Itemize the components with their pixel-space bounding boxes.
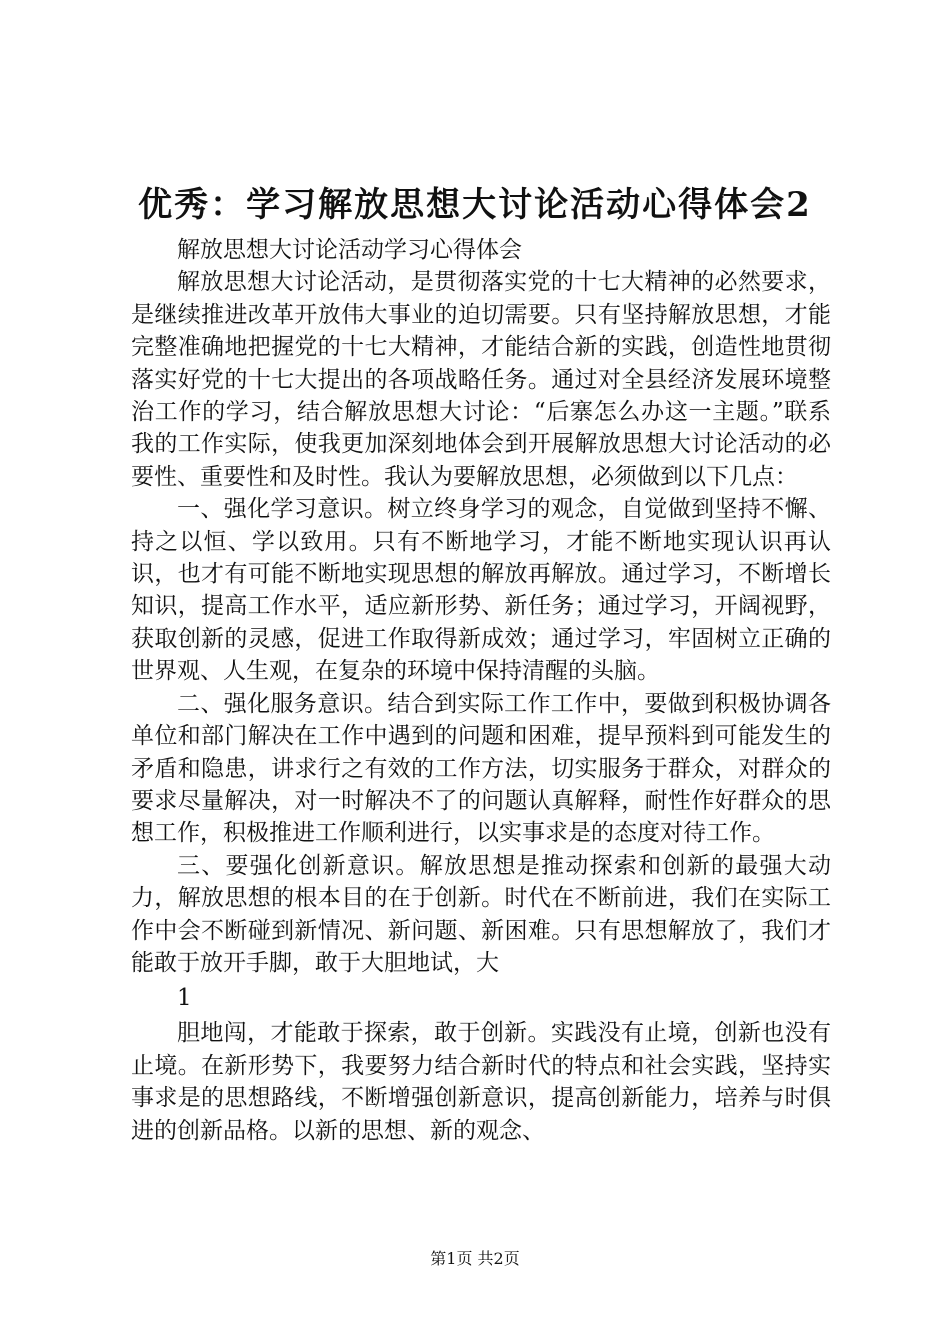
document-subtitle: 解放思想大讨论活动学习心得体会 — [177, 237, 522, 263]
point-one-paragraph: 一、强化学习意识。树立终身学习的观念，自觉做到坚持不懈、持之以恒、学以致用。只有不断地学习，才能不断地实现认识再认识，也才有可能不断地实现思想的解放再解放。通过学习，不断增长知识，提高工作水平，适应新形势、新任务；通过学习，开阔视野，获取创新的灵感，促进工作取得新成效；通过学习，牢固树立正确的世界观、人生观，在复杂的环境中保持清醒的头脑。 — [131, 496, 831, 685]
point-three-paragraph: 三、要强化创新意识。解放思想是推动探索和创新的最强大动力，解放思想的根本目的在于创新。时代在不断前进，我们在实际工作中会不断碰到新情况、新问题、新困难。只有思想解放了，我们才能敢于放开手脚，敢于大胆地试，大 — [131, 852, 831, 976]
inline-page-number: 1 — [177, 985, 192, 1012]
point-two-paragraph: 二、强化服务意识。结合到实际工作工作中，要做到积极协调各单位和部门解决在工作中遇到的问题和困难，提早预料到可能发生的矛盾和隐患，讲求行之有效的工作方法，切实服务于群众，对群众的要求尽量解决，对一时解决不了的问题认真解释，耐性作好群众的思想工作，积极推进工作顺利进行，以实事求是的态度对待工作。 — [131, 690, 831, 847]
page-footer: 第1页 共2页 — [430, 1249, 520, 1268]
intro-paragraph: 解放思想大讨论活动，是贯彻落实党的十七大精神的必然要求，是继续推进改革开放伟大事业的迫切需要。只有坚持解放思想，才能完整准确地把握党的十七大精神，才能结合新的实践，创造性地贯彻落实好党的十七大提出的各项战略任务。通过对全县经济发展环境整治工作的学习，结合解放思想大讨论：“后寨怎么办这一主题。”联系我的工作实际，使我更加深刻地体会到开展解放思想大讨论活动的必要性、重要性和及时性。我认为要解放思想，必须做到以下几点： — [131, 269, 831, 490]
document-title: 优秀：学习解放思想大讨论活动心得体会2 — [138, 185, 812, 225]
document-body — [131, 234, 831, 1147]
continuation-paragraph: 胆地闯，才能敢于探索，敢于创新。实践没有止境，创新也没有止境。在新形势下，我要努力结合新时代的特点和社会实践，坚持实事求是的思想路线，不断增强创新意识，提高创新能力，培养与时俱进的创新品格。以新的思想、新的观念、 — [131, 1020, 831, 1144]
